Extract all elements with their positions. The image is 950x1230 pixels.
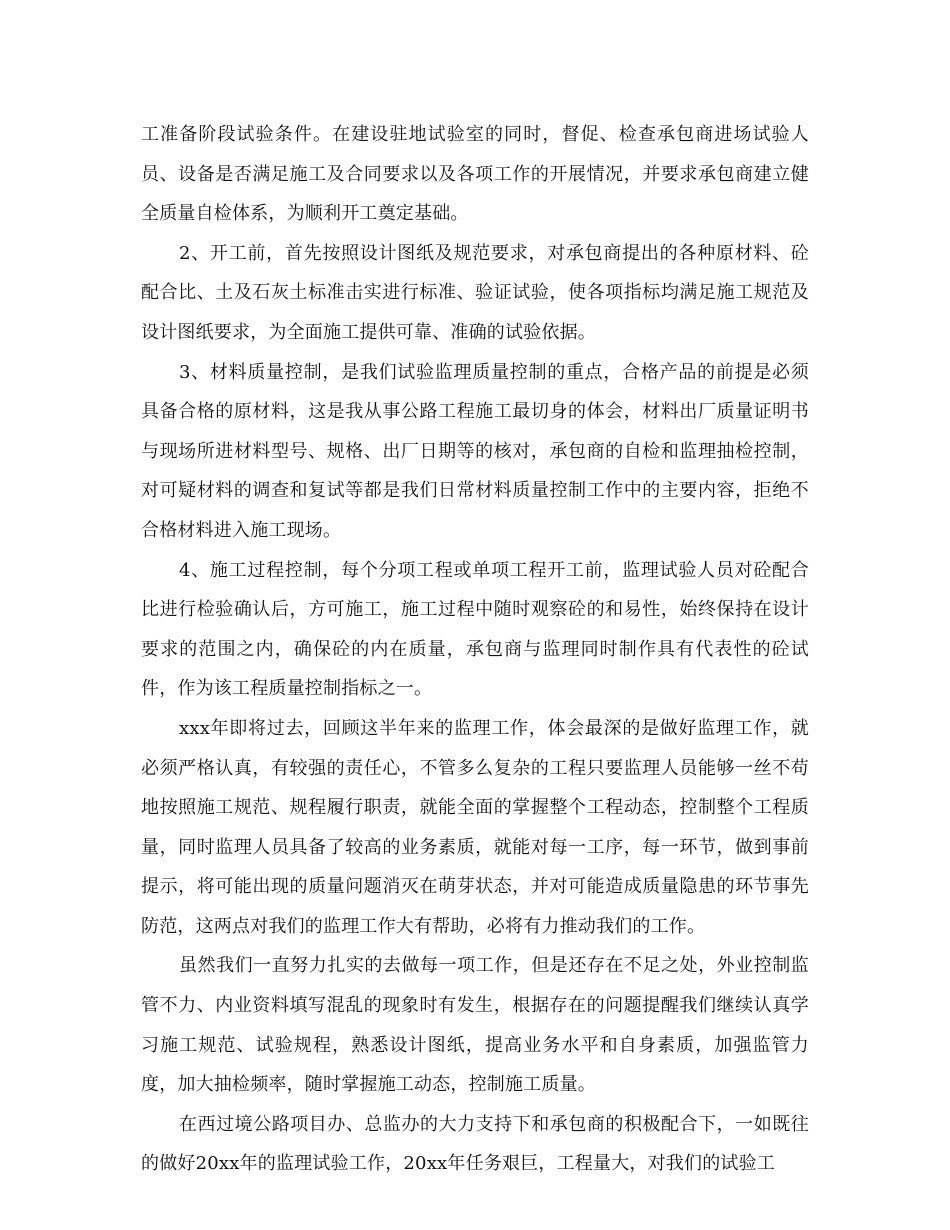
paragraph-7: 在西过境公路项目办、总监办的大力支持下和承包商的积极配合下，一如既往的做好20xx年的监理试验工作，20xx年任务艰巨，工程量大，对我们的试验工 [141,1113,809,1175]
paragraph-3: 3、材料质量控制，是我们试验监理质量控制的重点，合格产品的前提是必须具备合格的原材料，这是我从事公路工程施工最切身的体会，材料出厂质量证明书与现场所进材料型号、规格、出厂日期等的核对，承包商的自检和监理抽检控制，对可疑材料的调查和复试等都是我们日常材料质量控制工作中的主要内容，拒绝不合格材料进入施工现场。 [141,361,809,541]
paragraph-5: xxx年即将过去，回顾这半年来的监理工作，体会最深的是做好监理工作，就必须严格认真，有较强的责任心，不管多么复杂的工程只要监理人员能够一丝不苟地按照施工规范、规程履行职责，就能全面的掌握整个工程动态，控制整个工程质量，同时监理人员具备了较高的业务素质，就能对每一工序，每一环节，做到事前提示，将可能出现的质量问题消灭在萌芽状态，并对可能造成质量隐患的环节事先防范，这两点对我们的监理工作大有帮助，必将有力推动我们的工作。 [141,717,809,937]
paragraph-2: 2、开工前，首先按照设计图纸及规范要求，对承包商提出的各种原材料、砼配合比、土及石灰土标准击实进行标准、验证试验，使各项指标均满足施工规范及设计图纸要求，为全面施工提供可靠、准确的试验依据。 [141,242,809,343]
paragraph-4: 4、施工过程控制，每个分项工程或单项工程开工前，监理试验人员对砼配合比进行检验确认后，方可施工，施工过程中随时观察砼的和易性，始终保持在设计要求的范围之内，确保砼的内在质量，承包商与监理同时制作具有代表性的砼试件，作为该工程质量控制指标之一。 [141,559,809,700]
document-body [141,115,809,1184]
paragraph-6: 虽然我们一直努力扎实的去做每一项工作，但是还存在不足之处，外业控制监管不力、内业资料填写混乱的现象时有发生，根据存在的问题提醒我们继续认真学习施工规范、试验规程，熟悉设计图纸，提高业务水平和自身素质，加强监管力度，加大抽检频率，随时掌握施工动态，控制施工质量。 [141,955,809,1096]
paragraph-1: 工准备阶段试验条件。在建设驻地试验室的同时，督促、检查承包商进场试验人员、设备是否满足施工及合同要求以及各项工作的开展情况，并要求承包商建立健全质量自检体系，为顺利开工奠定基础。 [141,124,809,225]
